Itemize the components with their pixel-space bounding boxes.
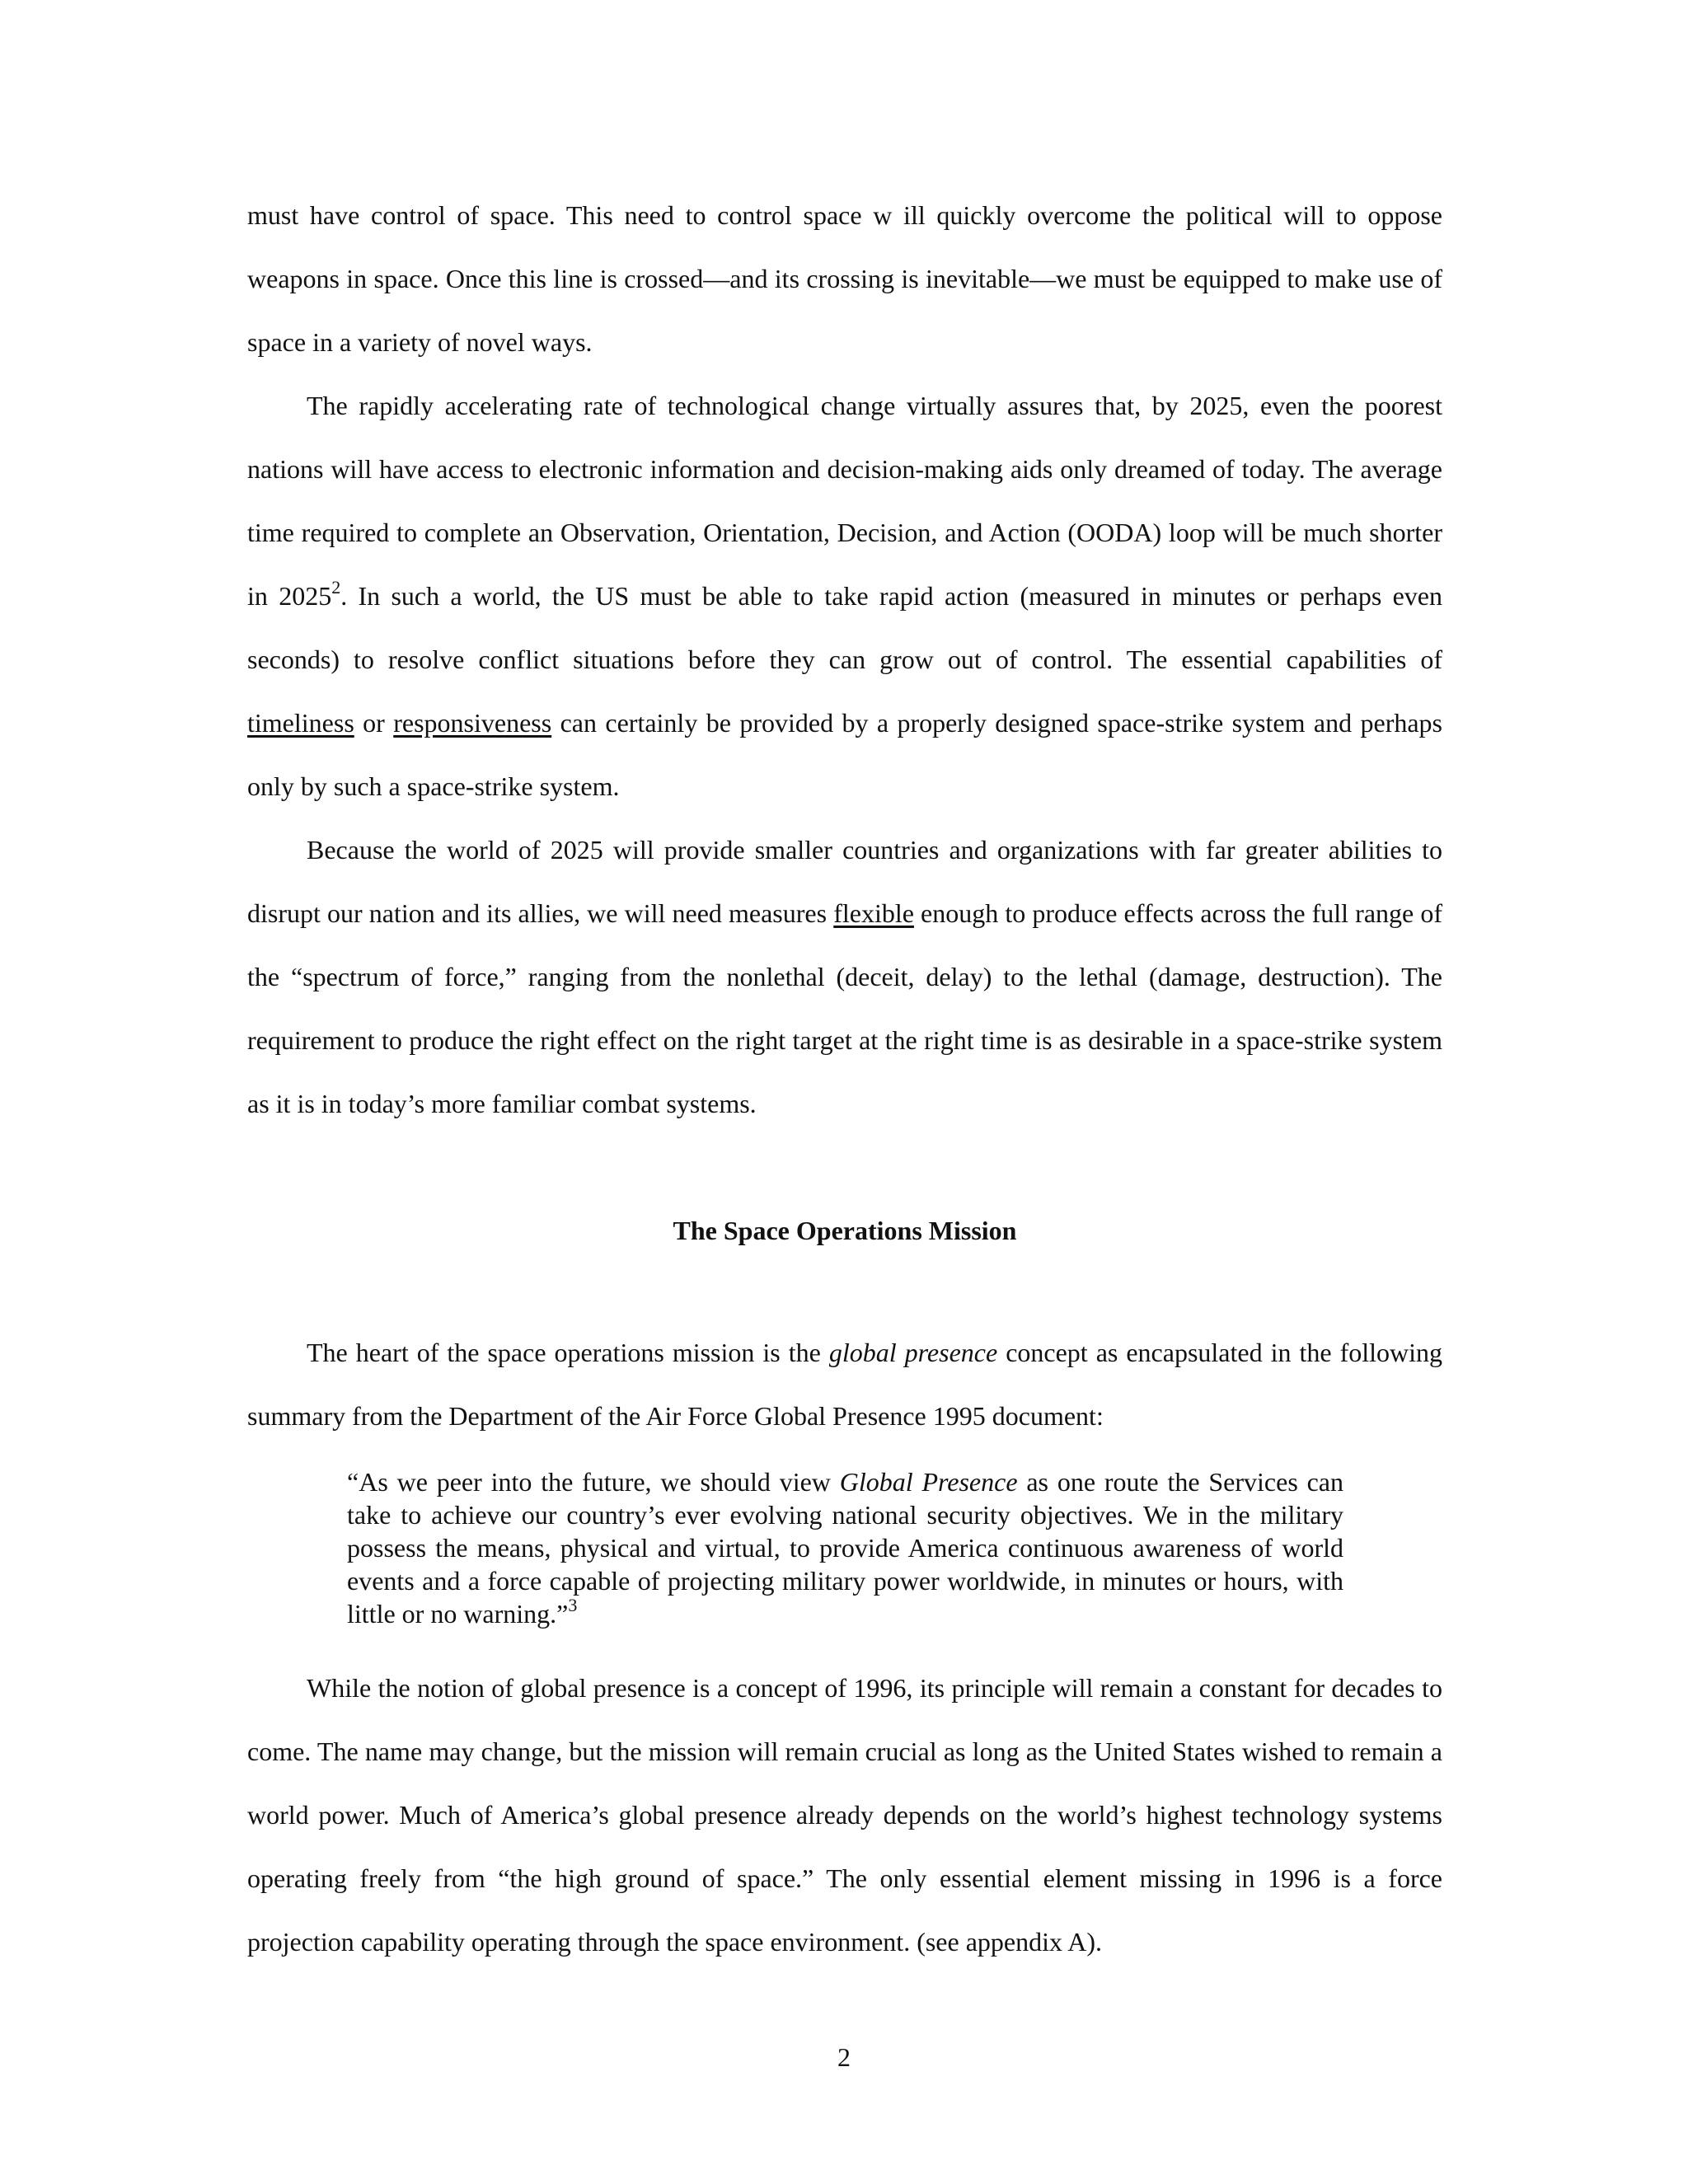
footnote-ref-2: 2 [331, 577, 341, 598]
underlined-flexible: flexible [833, 898, 914, 928]
paragraph-global-presence-intro: The heart of the space operations mission is the global presence concept as encapsulated in the following summary from the Department of the Air Force Global Presence 1995 document: [247, 1338, 1443, 1431]
paragraph-global-presence-1996: While the notion of global presence is a concept of 1996, its principle will remain a constant for decades to come. The name may change, but the mission will remain crucial as long as the United States wished to remain a world power. Much of America’s global presence already depends on the world’s highest technology systems operating freely from “the high ground of space.” The only essential element missing in 1996 is a force projection capability operating through the space environment. (see appendix A). [247, 1673, 1442, 1957]
underlined-responsiveness: responsiveness [393, 708, 552, 738]
body-text-mission [247, 1321, 1442, 1448]
italic-global-presence-quote: Global Presence [839, 1467, 1018, 1497]
section-heading: The Space Operations Mission [673, 1216, 1017, 1245]
page-number: 2 [837, 2042, 851, 2072]
underlined-timeliness: timeliness [247, 708, 354, 738]
body-text-top [247, 184, 1442, 1136]
body-text-closing [247, 1657, 1442, 1974]
paragraph-spectrum-of-force: Because the world of 2025 will provide smaller countries and organizations with far greater abilities to disrupt our nation and its allies, we will need measures flexible enough to produce effects across the full range of the “spectrum of force,” ranging from the nonlethal (deceit, delay) to the lethal (damage, destruction). The requirement to produce the right effect on the right target at the right time is as desirable in a space-strike system as it is in today’s more familiar combat systems. [247, 835, 1443, 1118]
footnote-ref-3: 3 [568, 1595, 578, 1615]
paragraph-technological-change: The rapidly accelerating rate of technological change virtually assures that, by 2025, even the poorest nations will have access to electronic information and decision-making aids only dreamed of today. The average time required to complete an Observation, Orientation, Decision, and Action (OODA) loop will be much shorter in 2025$^2$. In such a world, the US must be able to take rapid action (measured in minutes or perhaps even seconds) to resolve conflict situations before they can grow out of control. The essential capabilities of timeliness or responsiveness can certainly be provided by a properly designed space-strike system and perhaps only by such a space-strike system. [247, 391, 1443, 801]
paragraph-control-of-space: must have control of space. This need to control space w ill quickly overcome the political will to oppose weapons in space. Once this line is crossed—and its crossing is inevitable—we must be equipped to make use of space in a variety of novel ways. [247, 200, 1442, 357]
italic-global-presence: global presence [828, 1338, 998, 1367]
blockquote-global-presence: “As we peer into the future, we should view Global Presence as one route the Services can take to achieve our country’s ever evolving national security objectives. We in the military possess the means, physical and virtual, to provide America continuous awareness of world events and a force capable of projecting military power worldwide, in minutes or hours, with little or no warning.”$^3$ [347, 1467, 1344, 1629]
